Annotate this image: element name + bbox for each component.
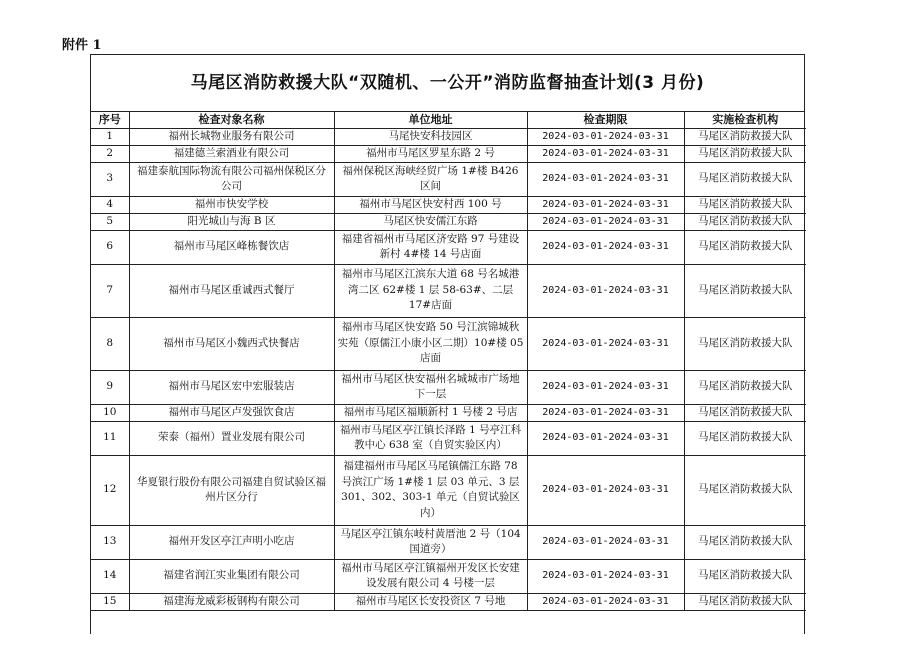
table-row (91, 593, 806, 610)
cell-period: 2024-03-01-2024-03-31 (527, 593, 684, 610)
cell-agency: 马尾区消防救援大队 (684, 145, 806, 162)
cell-period: 2024-03-01-2024-03-31 (527, 196, 684, 213)
cell-agency: 马尾区消防救援大队 (684, 264, 806, 317)
cell-agency: 马尾区消防救援大队 (684, 455, 806, 525)
cell-name: 荣泰（福州）置业发展有限公司 (129, 421, 334, 455)
cell-agency: 马尾区消防救援大队 (684, 525, 806, 559)
cell-address: 福建省福州市马尾区济安路 97 号建设新村 4#楼 14 号店面 (334, 230, 527, 264)
cell-name: 福州市马尾区重诚西式餐厅 (129, 264, 334, 317)
cell-name: 福州市马尾区宏中宏服装店 (129, 370, 334, 404)
table-body (91, 128, 806, 610)
cell-period: 2024-03-01-2024-03-31 (527, 213, 684, 230)
cell-no: 9 (91, 370, 129, 404)
cell-agency: 马尾区消防救援大队 (684, 370, 806, 404)
attachment-label: 附件 1 (62, 38, 102, 53)
cell-agency: 马尾区消防救援大队 (684, 559, 806, 593)
table-row (91, 421, 806, 455)
inspection-table (91, 112, 806, 611)
cell-name: 福州市快安学校 (129, 196, 334, 213)
table-row (91, 370, 806, 404)
cell-period: 2024-03-01-2024-03-31 (527, 264, 684, 317)
cell-address: 马尾区快安儒江东路 (334, 213, 527, 230)
cell-address: 福州保税区海峡经贸广场 1#楼 B426 区间 (334, 162, 527, 196)
cell-name: 福州市马尾区小魏西式快餐店 (129, 317, 334, 370)
cell-name: 福州市马尾区卢发强饮食店 (129, 404, 334, 421)
table-row (91, 559, 806, 593)
cell-no: 1 (91, 128, 129, 145)
cell-address: 福州市马尾区长安投资区 7 号地 (334, 593, 527, 610)
cell-period: 2024-03-01-2024-03-31 (527, 145, 684, 162)
cell-agency: 马尾区消防救援大队 (684, 593, 806, 610)
cell-address: 福州市马尾区快安路 50 号江滨锦城秋实苑（原儒江小康小区二期）10#楼 05 店面 (334, 317, 527, 370)
cell-name: 阳光城山与海 B 区 (129, 213, 334, 230)
cell-name: 福建海龙威彩板钢构有限公司 (129, 593, 334, 610)
cell-no: 12 (91, 455, 129, 525)
cell-name: 华夏银行股份有限公司福建自贸试验区福州片区分行 (129, 455, 334, 525)
cell-period: 2024-03-01-2024-03-31 (527, 455, 684, 525)
cell-period: 2024-03-01-2024-03-31 (527, 128, 684, 145)
table-row (91, 213, 806, 230)
cell-no: 10 (91, 404, 129, 421)
cell-no: 2 (91, 145, 129, 162)
cell-no: 13 (91, 525, 129, 559)
cell-no: 5 (91, 213, 129, 230)
cell-no: 3 (91, 162, 129, 196)
table-row (91, 162, 806, 196)
cell-no: 15 (91, 593, 129, 610)
header-agency: 实施检查机构 (684, 112, 806, 128)
cell-address: 福州市马尾区快安福州名城城市广场地下一层 (334, 370, 527, 404)
cell-name: 福建省润江实业集团有限公司 (129, 559, 334, 593)
table-row (91, 145, 806, 162)
cell-agency: 马尾区消防救援大队 (684, 404, 806, 421)
cell-period: 2024-03-01-2024-03-31 (527, 230, 684, 264)
cell-agency: 马尾区消防救援大队 (684, 421, 806, 455)
cell-name: 福州长城物业服务有限公司 (129, 128, 334, 145)
table-row (91, 128, 806, 145)
table-row (91, 525, 806, 559)
cell-name: 福建德兰索酒业有限公司 (129, 145, 334, 162)
cell-period: 2024-03-01-2024-03-31 (527, 525, 684, 559)
cell-no: 14 (91, 559, 129, 593)
cell-no: 11 (91, 421, 129, 455)
inspection-plan-sheet (90, 54, 805, 634)
cell-address: 福州市马尾区江滨东大道 68 号名城港湾二区 62#楼 1 层 58-63#、二层 17#店面 (334, 264, 527, 317)
table-row (91, 196, 806, 213)
cell-address: 福州市马尾区福顺新村 1 号楼 2 号店 (334, 404, 527, 421)
table-row (91, 264, 806, 317)
table-header-row (91, 112, 806, 128)
cell-agency: 马尾区消防救援大队 (684, 213, 806, 230)
header-no: 序号 (91, 112, 129, 128)
document-title: 马尾区消防救援大队“双随机、一公开”消防监督抽查计划(3 月份) (91, 55, 804, 112)
cell-address: 福州市马尾区罗星东路 2 号 (334, 145, 527, 162)
cell-address: 福州市马尾区亭江镇福州开发区长安建设发展有限公司 4 号楼一层 (334, 559, 527, 593)
cell-address: 福州市马尾区亭江镇长泽路 1 号亭江科教中心 638 室（自贸实验区内） (334, 421, 527, 455)
cell-period: 2024-03-01-2024-03-31 (527, 421, 684, 455)
cell-period: 2024-03-01-2024-03-31 (527, 317, 684, 370)
cell-address: 福州市马尾区快安村西 100 号 (334, 196, 527, 213)
cell-agency: 马尾区消防救援大队 (684, 128, 806, 145)
cell-name: 福建泰航国际物流有限公司福州保税区分公司 (129, 162, 334, 196)
header-address: 单位地址 (334, 112, 527, 128)
table-row (91, 455, 806, 525)
cell-address: 福建福州市马尾区马尾镇儒江东路 78 号滨江广场 1#楼 1 层 03 单元、3 层 301、302、303-1 单元（自贸试验区内） (334, 455, 527, 525)
table-row (91, 317, 806, 370)
cell-no: 6 (91, 230, 129, 264)
cell-address: 马尾区亭江镇东岐村黄厝池 2 号（104 国道旁） (334, 525, 527, 559)
cell-period: 2024-03-01-2024-03-31 (527, 162, 684, 196)
cell-no: 7 (91, 264, 129, 317)
cell-no: 4 (91, 196, 129, 213)
header-period: 检查期限 (527, 112, 684, 128)
header-name: 检查对象名称 (129, 112, 334, 128)
cell-name: 福州市马尾区峰栋餐饮店 (129, 230, 334, 264)
cell-period: 2024-03-01-2024-03-31 (527, 404, 684, 421)
cell-agency: 马尾区消防救援大队 (684, 162, 806, 196)
cell-no: 8 (91, 317, 129, 370)
cell-name: 福州开发区亭江声明小吃店 (129, 525, 334, 559)
cell-agency: 马尾区消防救援大队 (684, 196, 806, 213)
cell-period: 2024-03-01-2024-03-31 (527, 559, 684, 593)
cell-agency: 马尾区消防救援大队 (684, 230, 806, 264)
cell-address: 马尾快安科技园区 (334, 128, 527, 145)
table-row (91, 230, 806, 264)
cell-agency: 马尾区消防救援大队 (684, 317, 806, 370)
table-row (91, 404, 806, 421)
cell-period: 2024-03-01-2024-03-31 (527, 370, 684, 404)
